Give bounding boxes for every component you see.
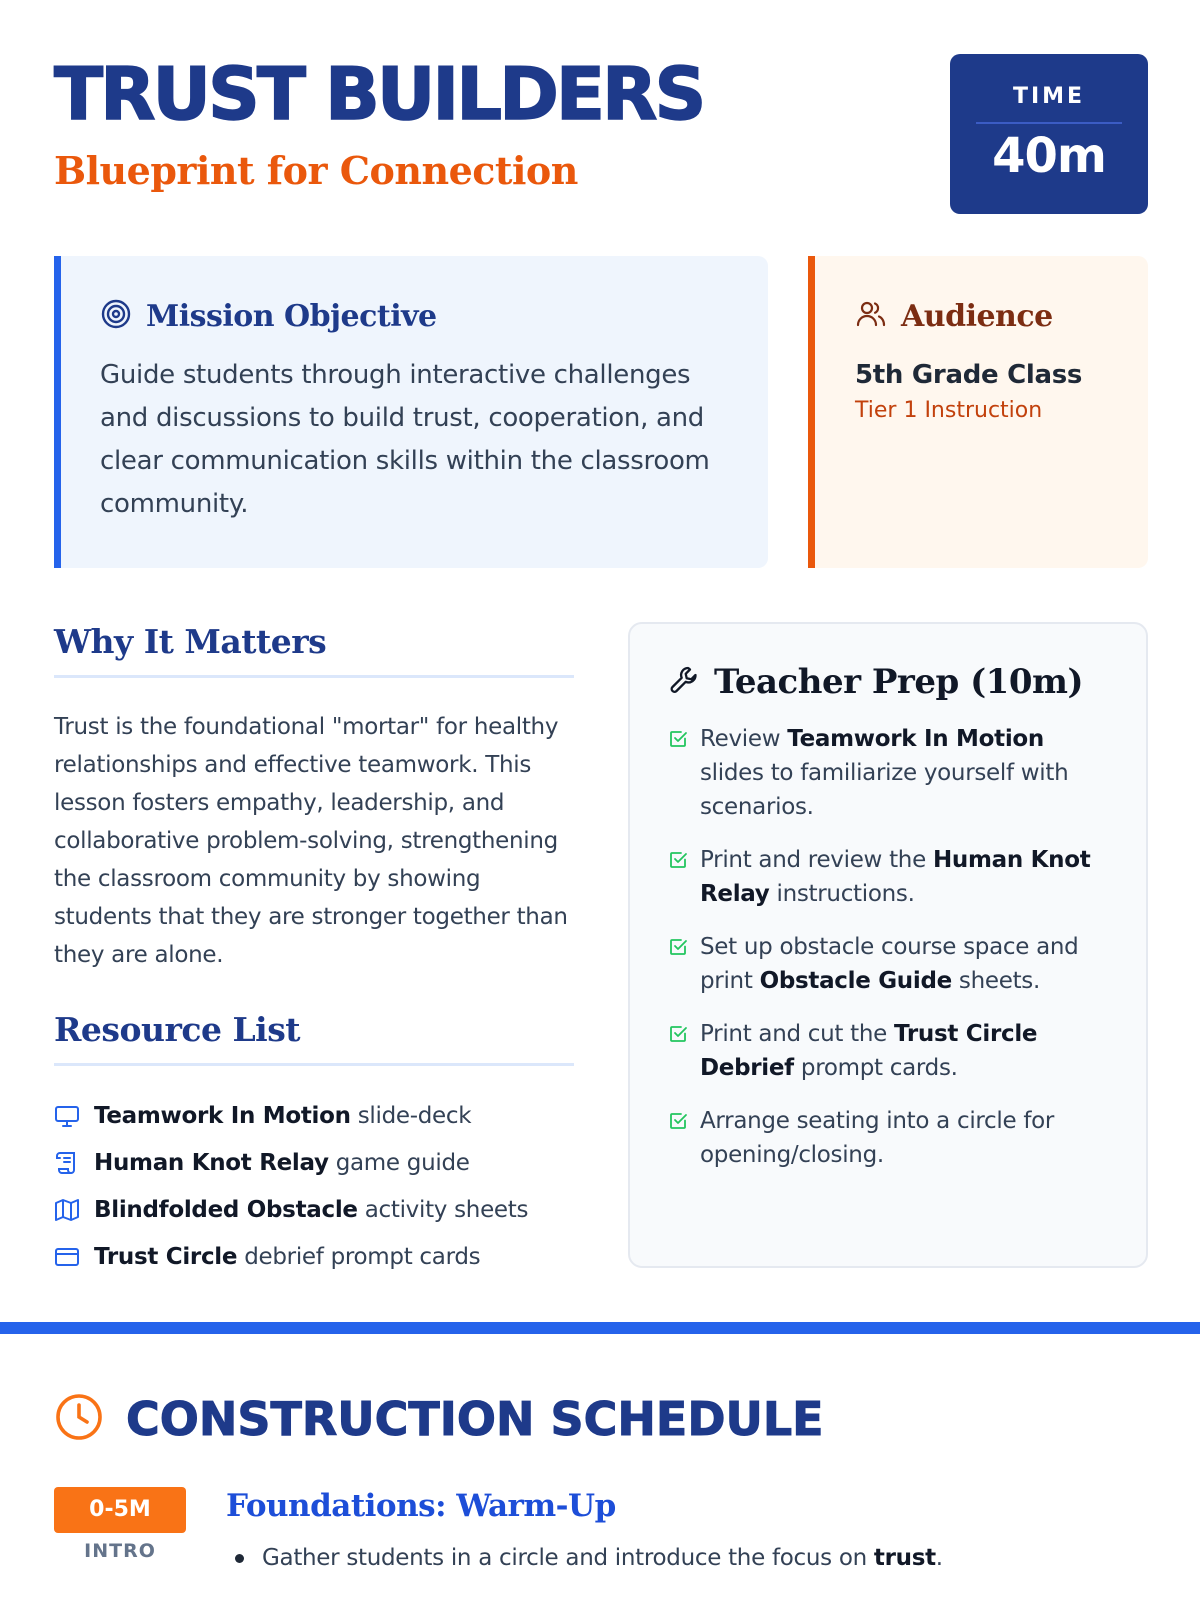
map-icon bbox=[54, 1197, 80, 1223]
prep-checklist bbox=[668, 722, 1110, 1172]
page-subtitle: Blueprint for Connection bbox=[54, 148, 578, 193]
checklist-item bbox=[668, 930, 1110, 998]
time-badge bbox=[950, 54, 1148, 214]
target-icon bbox=[100, 298, 132, 334]
resource-text: Trust Circle debrief prompt cards bbox=[94, 1243, 481, 1270]
check-square-icon bbox=[668, 729, 688, 749]
checklist-item bbox=[668, 1017, 1110, 1085]
resources-heading: Resource List bbox=[54, 1010, 574, 1066]
check-square-icon bbox=[668, 850, 688, 870]
monitor-icon bbox=[54, 1103, 80, 1129]
block-steps bbox=[226, 1545, 943, 1571]
list-item bbox=[226, 1545, 943, 1571]
header bbox=[54, 52, 1148, 222]
list-item bbox=[54, 1092, 574, 1139]
resource-text: Blindfolded Obstacle activity sheets bbox=[94, 1196, 529, 1223]
list-item bbox=[54, 1139, 574, 1186]
audience-group: 5th Grade Class bbox=[855, 360, 1083, 390]
checklist-text: Print and review the Human Knot Relay instructions. bbox=[700, 847, 1091, 907]
users-icon bbox=[855, 298, 887, 334]
time-label: TIME bbox=[1012, 84, 1086, 109]
time-value: 40m bbox=[992, 128, 1106, 184]
card-icon bbox=[54, 1244, 80, 1270]
mission-title: Mission Objective bbox=[146, 298, 437, 334]
left-column bbox=[54, 622, 574, 1280]
resource-text: Human Knot Relay game guide bbox=[94, 1149, 470, 1176]
block-title: Foundations: Warm-Up bbox=[226, 1488, 616, 1524]
step-text: Gather students in a circle and introduce the focus on trust. bbox=[262, 1545, 943, 1571]
checklist-item bbox=[668, 843, 1110, 911]
check-square-icon bbox=[668, 1111, 688, 1131]
checklist-text: Review Teamwork In Motion slides to familiarize yourself with scenarios. bbox=[700, 726, 1069, 820]
audience-title: Audience bbox=[901, 298, 1053, 334]
page-title: TRUST BUILDERS bbox=[54, 52, 704, 136]
section-divider bbox=[0, 1322, 1200, 1334]
checklist-text: Arrange seating into a circle for opening/closing. bbox=[700, 1108, 1055, 1168]
mission-text: Guide students through interactive challenges and discussions to build trust, cooperation, and clear communication skills within the classroom community. bbox=[100, 360, 710, 519]
schedule-title: CONSTRUCTION SCHEDULE bbox=[126, 1392, 824, 1446]
phase-tag: INTRO bbox=[84, 1540, 156, 1562]
prep-title: Teacher Prep (10m) bbox=[714, 662, 1084, 702]
scroll-icon bbox=[54, 1150, 80, 1176]
resource-text: Teamwork In Motion slide-deck bbox=[94, 1102, 472, 1129]
why-text: Trust is the foundational "mortar" for healthy relationships and effective teamwork. This lesson fosters empathy, leadership, and collaborative problem-solving, strengthening the classroom community by showing students that they are stronger together than they are alone. bbox=[54, 714, 568, 968]
checklist-text: Set up obstacle course space and print Obstacle Guide sheets. bbox=[700, 934, 1079, 994]
audience-tier: Tier 1 Instruction bbox=[855, 398, 1043, 423]
check-square-icon bbox=[668, 937, 688, 957]
wrench-icon bbox=[668, 664, 700, 700]
checklist-item bbox=[668, 1104, 1110, 1172]
check-square-icon bbox=[668, 1024, 688, 1044]
teacher-prep-card bbox=[628, 622, 1148, 1268]
schedule-header bbox=[54, 1392, 824, 1446]
checklist-item bbox=[668, 722, 1110, 824]
list-item bbox=[54, 1233, 574, 1280]
resource-list bbox=[54, 1092, 574, 1280]
time-divider bbox=[976, 122, 1122, 124]
time-range-badge: 0-5M bbox=[54, 1487, 186, 1533]
mission-card bbox=[54, 256, 768, 568]
list-item bbox=[54, 1186, 574, 1233]
bullet-icon bbox=[235, 1554, 244, 1563]
clock-icon bbox=[54, 1392, 104, 1446]
checklist-text: Print and cut the Trust Circle Debrief prompt cards. bbox=[700, 1021, 1038, 1081]
audience-card bbox=[808, 256, 1148, 568]
why-heading: Why It Matters bbox=[54, 622, 574, 678]
